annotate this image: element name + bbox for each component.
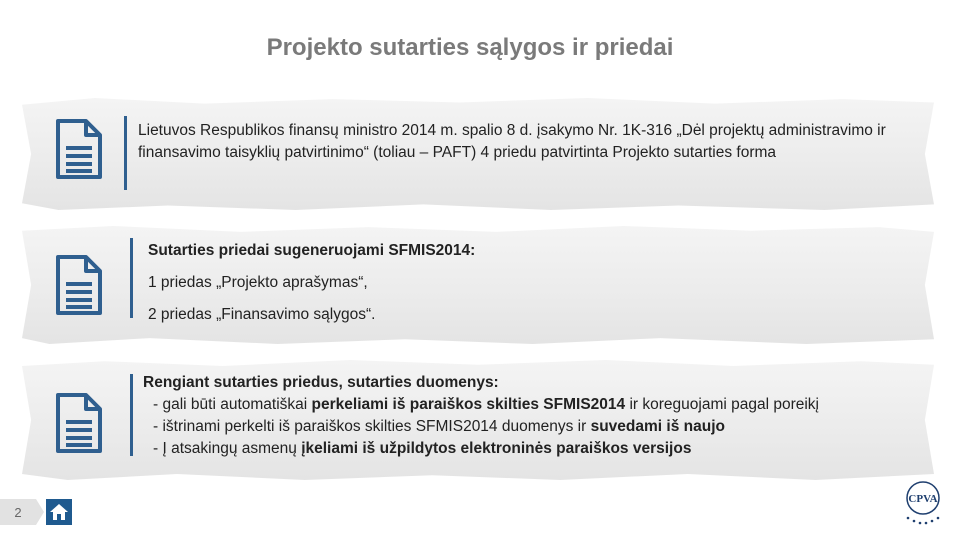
accent-bar-1 [124, 116, 127, 190]
document-icon [54, 118, 104, 180]
block3-line-1: - gali būti automatiškai perkeliami iš paraiškos skilties SFMIS2014 ir koreguojami pagal poreikį [153, 396, 820, 413]
block3-line-3: - Į atsakingų asmenų įkeliami iš užpildytos elektroninės paraiškos versijos [153, 440, 692, 457]
block2-content [148, 240, 848, 336]
block2-heading: Sutarties priedai sugeneruojami SFMIS2014: [148, 242, 476, 259]
block3-content [143, 372, 933, 460]
page-number: 2 [0, 499, 36, 525]
accent-bar-3 [130, 374, 133, 456]
home-button[interactable] [46, 499, 72, 525]
block2-item-2: 2 priedas „Finansavimo sąlygos“. [148, 306, 376, 323]
block1-text: Lietuvos Respublikos finansų ministro 2014 m. spalio 8 d. įsakymo Nr. 1K-316 „Dėl projektų administravimo ir finansavimo taisyklių patvirtinimo“ (toliau – PAFT) 4 priedu patvirtinta Projekto sutarties forma [138, 122, 886, 161]
block2-item-1: 1 priedas „Projekto aprašymas“, [148, 274, 368, 291]
page-title: Projekto sutarties sąlygos ir priedai [266, 34, 674, 61]
accent-bar-2 [130, 238, 133, 318]
block3-line-2: - ištrinami perkelti iš paraiškos skilties SFMIS2014 duomenys ir suvedami iš naujo [153, 418, 725, 435]
document-icon [54, 392, 104, 454]
block3-heading: Rengiant sutarties priedus, sutarties duomenys: [143, 374, 499, 391]
home-icon [49, 503, 69, 521]
logo-text: CPVA [908, 493, 938, 505]
document-icon [54, 254, 104, 316]
cpva-logo-icon [896, 478, 950, 528]
